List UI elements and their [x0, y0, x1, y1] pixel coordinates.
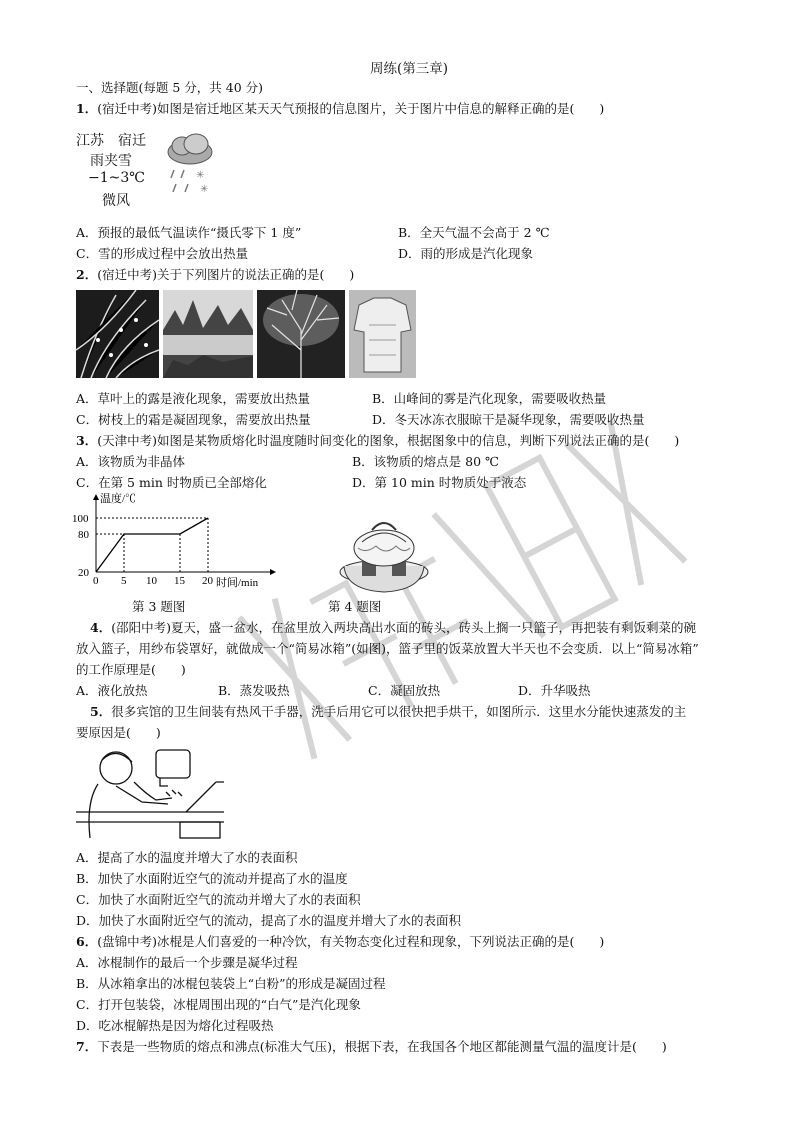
- question-number: 4．: [90, 620, 112, 635]
- weather-condition: 雨夹雪: [90, 153, 132, 169]
- option-c: C．在第 5 min 时物质已全部熔化: [76, 475, 267, 490]
- question-1: [76, 99, 604, 117]
- option-d: D．雨的形成是汽化现象: [398, 246, 534, 261]
- svg-text:✳: ✳: [196, 170, 205, 181]
- melting-curve-chart: [70, 492, 280, 596]
- weather-temperature: −1~3℃: [88, 170, 145, 186]
- question-text: (邵阳中考)夏天，盛一盆水，在盆里放入两块高出水面的砖头，砖头上搁一只篮子，再把装有剩饭剩菜的碗: [111, 620, 696, 635]
- frost-tree-photo: [257, 290, 345, 378]
- question-4-line-3: 的工作原理是( ): [76, 662, 186, 677]
- frozen-clothes-photo: [349, 290, 416, 378]
- weather-location: 江苏 宿迁: [76, 133, 146, 149]
- x-tick-label: 0: [93, 575, 99, 587]
- y-tick-label: 80: [78, 529, 89, 541]
- option-a: A．该物质为非晶体: [76, 454, 186, 469]
- option-d: D．升华吸热: [518, 683, 591, 698]
- question-text: (盘锦中考)冰棍是人们喜爱的一种冷饮，有关物态变化过程和现象，下列说法正确的是( ): [97, 934, 605, 949]
- option-c: C．加快了水面附近空气的流动并增大了水的表面积: [76, 892, 361, 907]
- question-2: [76, 265, 354, 283]
- weather-wind: 微风: [102, 193, 130, 209]
- question-number: 6．: [76, 934, 98, 949]
- question-4: [90, 618, 696, 636]
- page-title: 周练(第三章): [370, 61, 449, 77]
- hand-dryer-figure: [76, 742, 224, 842]
- question-text: (天津中考)如图是某物质熔化时温度随时间变化的图象，根据图象中的信息，判断下列说法正确的是( ): [97, 433, 680, 448]
- option-a: A．冰棍制作的最后一个步骤是凝华过程: [76, 955, 298, 970]
- question-number: 5．: [90, 704, 112, 719]
- x-tick-label: 20: [202, 575, 213, 587]
- option-b: B．蒸发吸热: [218, 683, 290, 698]
- option-d: D．加快了水面附近空气的流动，提高了水的温度并增大了水的表面积: [76, 913, 462, 928]
- x-axis-arrow: [270, 569, 276, 575]
- sleet-cloud-icon: [164, 132, 216, 198]
- question-number: 7．: [76, 1039, 98, 1054]
- grass-dew-photo: [76, 290, 159, 378]
- x-tick-label: 10: [146, 575, 157, 587]
- mountain-fog-photo: [163, 290, 253, 378]
- simple-fridge-figure: [336, 514, 432, 596]
- option-c: C．树枝上的霜是凝固现象，需要放出热量: [76, 412, 311, 427]
- x-tick-label: 15: [174, 575, 185, 587]
- option-a: A．预报的最低气温读作“摄氏零下 1 度”: [76, 225, 302, 240]
- temperature-curve: [96, 518, 208, 572]
- option-d: D．第 10 min 时物质处于液态: [352, 475, 527, 490]
- x-axis-label: 时间/min: [216, 577, 259, 589]
- y-tick-label: 20: [78, 567, 89, 579]
- weather-forecast-figure: [76, 126, 216, 214]
- section-heading: 一、选择题(每题 5 分，共 40 分): [76, 80, 264, 95]
- option-c: C．凝固放热: [368, 683, 441, 698]
- figure-4-caption: 第 4 题图: [328, 599, 382, 614]
- question-5-line-2: 要原因是( ): [76, 725, 161, 740]
- option-a: A．液化放热: [76, 683, 148, 698]
- option-d: D．冬天冰冻衣服晾干是凝华现象，需要吸收热量: [372, 412, 645, 427]
- option-c: C．雪的形成过程中会放出热量: [76, 246, 249, 261]
- question-text: 很多宾馆的卫生间装有热风干手器，洗手后用它可以很快把手烘干，如图所示．这里水分能快速蒸发的主: [111, 704, 687, 719]
- question-number: 2．: [76, 267, 98, 282]
- x-tick-label: 5: [121, 575, 127, 587]
- option-b: B．从冰箱拿出的冰棍包装袋上“白粉”的形成是凝固过程: [76, 976, 386, 991]
- y-tick-label: 100: [72, 513, 89, 525]
- option-c: C．打开包装袋，冰棍周围出现的“白气”是汽化现象: [76, 997, 361, 1012]
- question-text: (宿迁中考)关于下列图片的说法正确的是( ): [97, 267, 355, 282]
- figure-3-caption: 第 3 题图: [132, 599, 186, 614]
- option-b: B．全天气温不会高于 2 ℃: [398, 225, 550, 240]
- question-5: [90, 702, 686, 720]
- question-6: [76, 932, 604, 950]
- y-axis-arrow: [93, 494, 99, 500]
- question-text: (宿迁中考)如图是宿迁地区某天天气预报的信息图片，关于图片中信息的解释正确的是( ): [97, 101, 605, 116]
- question-7: [76, 1037, 667, 1055]
- question-3: [76, 431, 679, 449]
- option-b: B．山峰间的雾是汽化现象，需要吸收热量: [372, 391, 607, 406]
- y-axis-label: 温度/℃: [100, 493, 137, 505]
- option-d: D．吃冰棍解热是因为熔化过程吸热: [76, 1018, 274, 1033]
- question-number: 1．: [76, 101, 98, 116]
- option-b: B．该物质的熔点是 80 ℃: [352, 454, 500, 469]
- svg-text:✳: ✳: [200, 184, 209, 195]
- question-number: 3．: [76, 433, 98, 448]
- option-a: A．草叶上的露是液化现象，需要放出热量: [76, 391, 311, 406]
- option-b: B．加快了水面附近空气的流动并提高了水的温度: [76, 871, 348, 886]
- question-text: 下表是一些物质的熔点和沸点(标准大气压)，根据下表，在我国各个地区都能测量气温的温度计是( ): [97, 1039, 667, 1054]
- question-4-line-2: 放入篮子，用纱布袋罩好，就做成一个“简易冰箱”(如图)，篮子里的饭菜放置大半天也不会变质．以上“简易冰箱”: [76, 641, 699, 656]
- option-a: A．提高了水的温度并增大了水的表面积: [76, 850, 298, 865]
